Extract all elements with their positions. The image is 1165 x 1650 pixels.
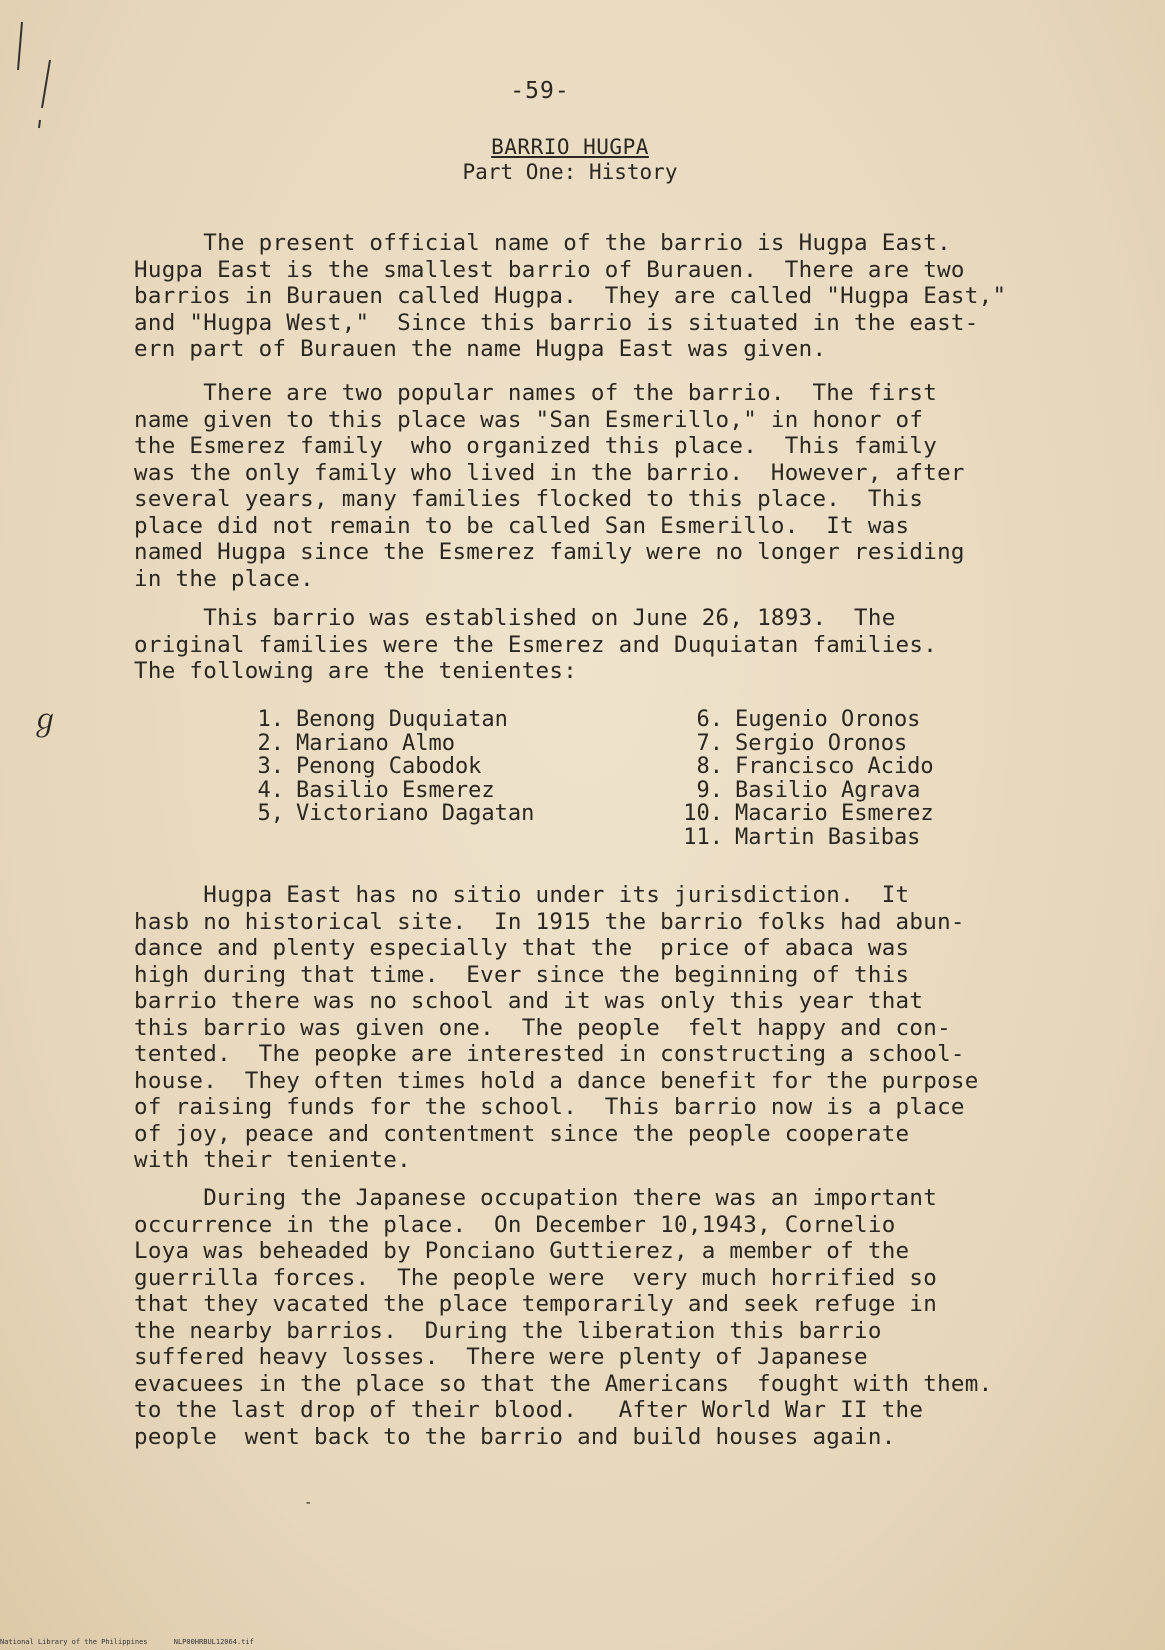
document-title — [370, 135, 770, 185]
paragraph-japanese-occupation: During the Japanese occupation there was an important occurrence in the place. On December 10,1943, Cornelio Loya was beheaded by Ponciano Guttierez, a member of the guerrilla forces. The people were very much horrified so that they vacated the place temporarily and seek refuge in the nearby barrios. During the liberation this barrio suffered heavy losses. There were plenty of Japanese evacuees in the place so that the Americans fought with them. to the last drop of their blood. After World War II the people went back to the barrio and build houses again. — [134, 1185, 993, 1450]
margin-c-mark: ℊ — [30, 703, 60, 738]
list-item: 9. Basilio Agrava — [696, 777, 921, 803]
stray-mark: - — [304, 1495, 313, 1511]
footer-file: NLP00HRBUL12064.tif — [173, 1638, 254, 1646]
title-barrio: BARRIO HUGPA — [491, 135, 649, 159]
list-item: 5, Victoriano Dagatan — [257, 801, 535, 826]
list-item: 4. Basilio Esmerez — [257, 777, 495, 803]
list-item: 1. Benong Duquiatan — [257, 707, 508, 732]
paragraph-sitio-school: Hugpa East has no sitio under its jurisdiction. It hasb no historical site. In 1915 the barrio folks had abun- dance and plenty especially that the price of abaca was high during that time. Ever since the beginning of this barrio there was no school and it was only this year that this barrio was given one. The people felt happy and con- tented. The peopke are interested in constructing a school- house. They often times hold a dance benefit for the purpose of raising funds for the school. This barrio now is a place of joy, peace and contentment since the people cooperate with their teniente. — [134, 882, 979, 1173]
paragraph-establishment: This barrio was established on June 26, 1893. The original families were the Esmerez and Duquiatan families. The following are the tenientes: — [134, 605, 938, 684]
list-item: 7. Sergio Oronos — [696, 730, 908, 756]
page-number: -59- — [510, 78, 570, 104]
title-part: Part One: History — [462, 160, 678, 184]
tenientes-list-right — [677, 708, 934, 849]
list-item: 3. Penong Cabodok — [257, 754, 482, 779]
list-item: 8. Francisco Acido — [696, 754, 934, 779]
tenientes-list-left — [254, 708, 534, 826]
list-item: 10. Macario Esmerez — [683, 801, 934, 826]
paragraph-official-name: The present official name of the barrio is Hugpa East. Hugpa East is the smallest barrio of Burauen. There are two barrios in Burauen called Hugpa. They are called "Hugpa East," and "Hugpa West," Since this barrio is situated in the east- ern part of Burauen the name Hugpa East was given. — [134, 230, 1007, 362]
paragraph-popular-names: There are two popular names of the barrio. The first name given to this place was "San Esmerillo," in honor of the Esmerez family who organized this place. This family was the only family who lived in the barrio. However, after several years, many families flocked to this place. This place did not remain to be called San Esmerillo. It was named Hugpa since the Esmerez family were no longer residing in the place. — [134, 380, 965, 592]
footer-library: National Library of the Philippines — [0, 1638, 148, 1646]
scan-footer — [0, 1638, 420, 1646]
list-item: 11. Martin Basibas — [683, 824, 921, 850]
list-item: 6. Eugenio Oronos — [696, 707, 921, 732]
margin-pencil-marks — [0, 0, 70, 140]
list-item: 2. Mariano Almo — [257, 730, 455, 756]
